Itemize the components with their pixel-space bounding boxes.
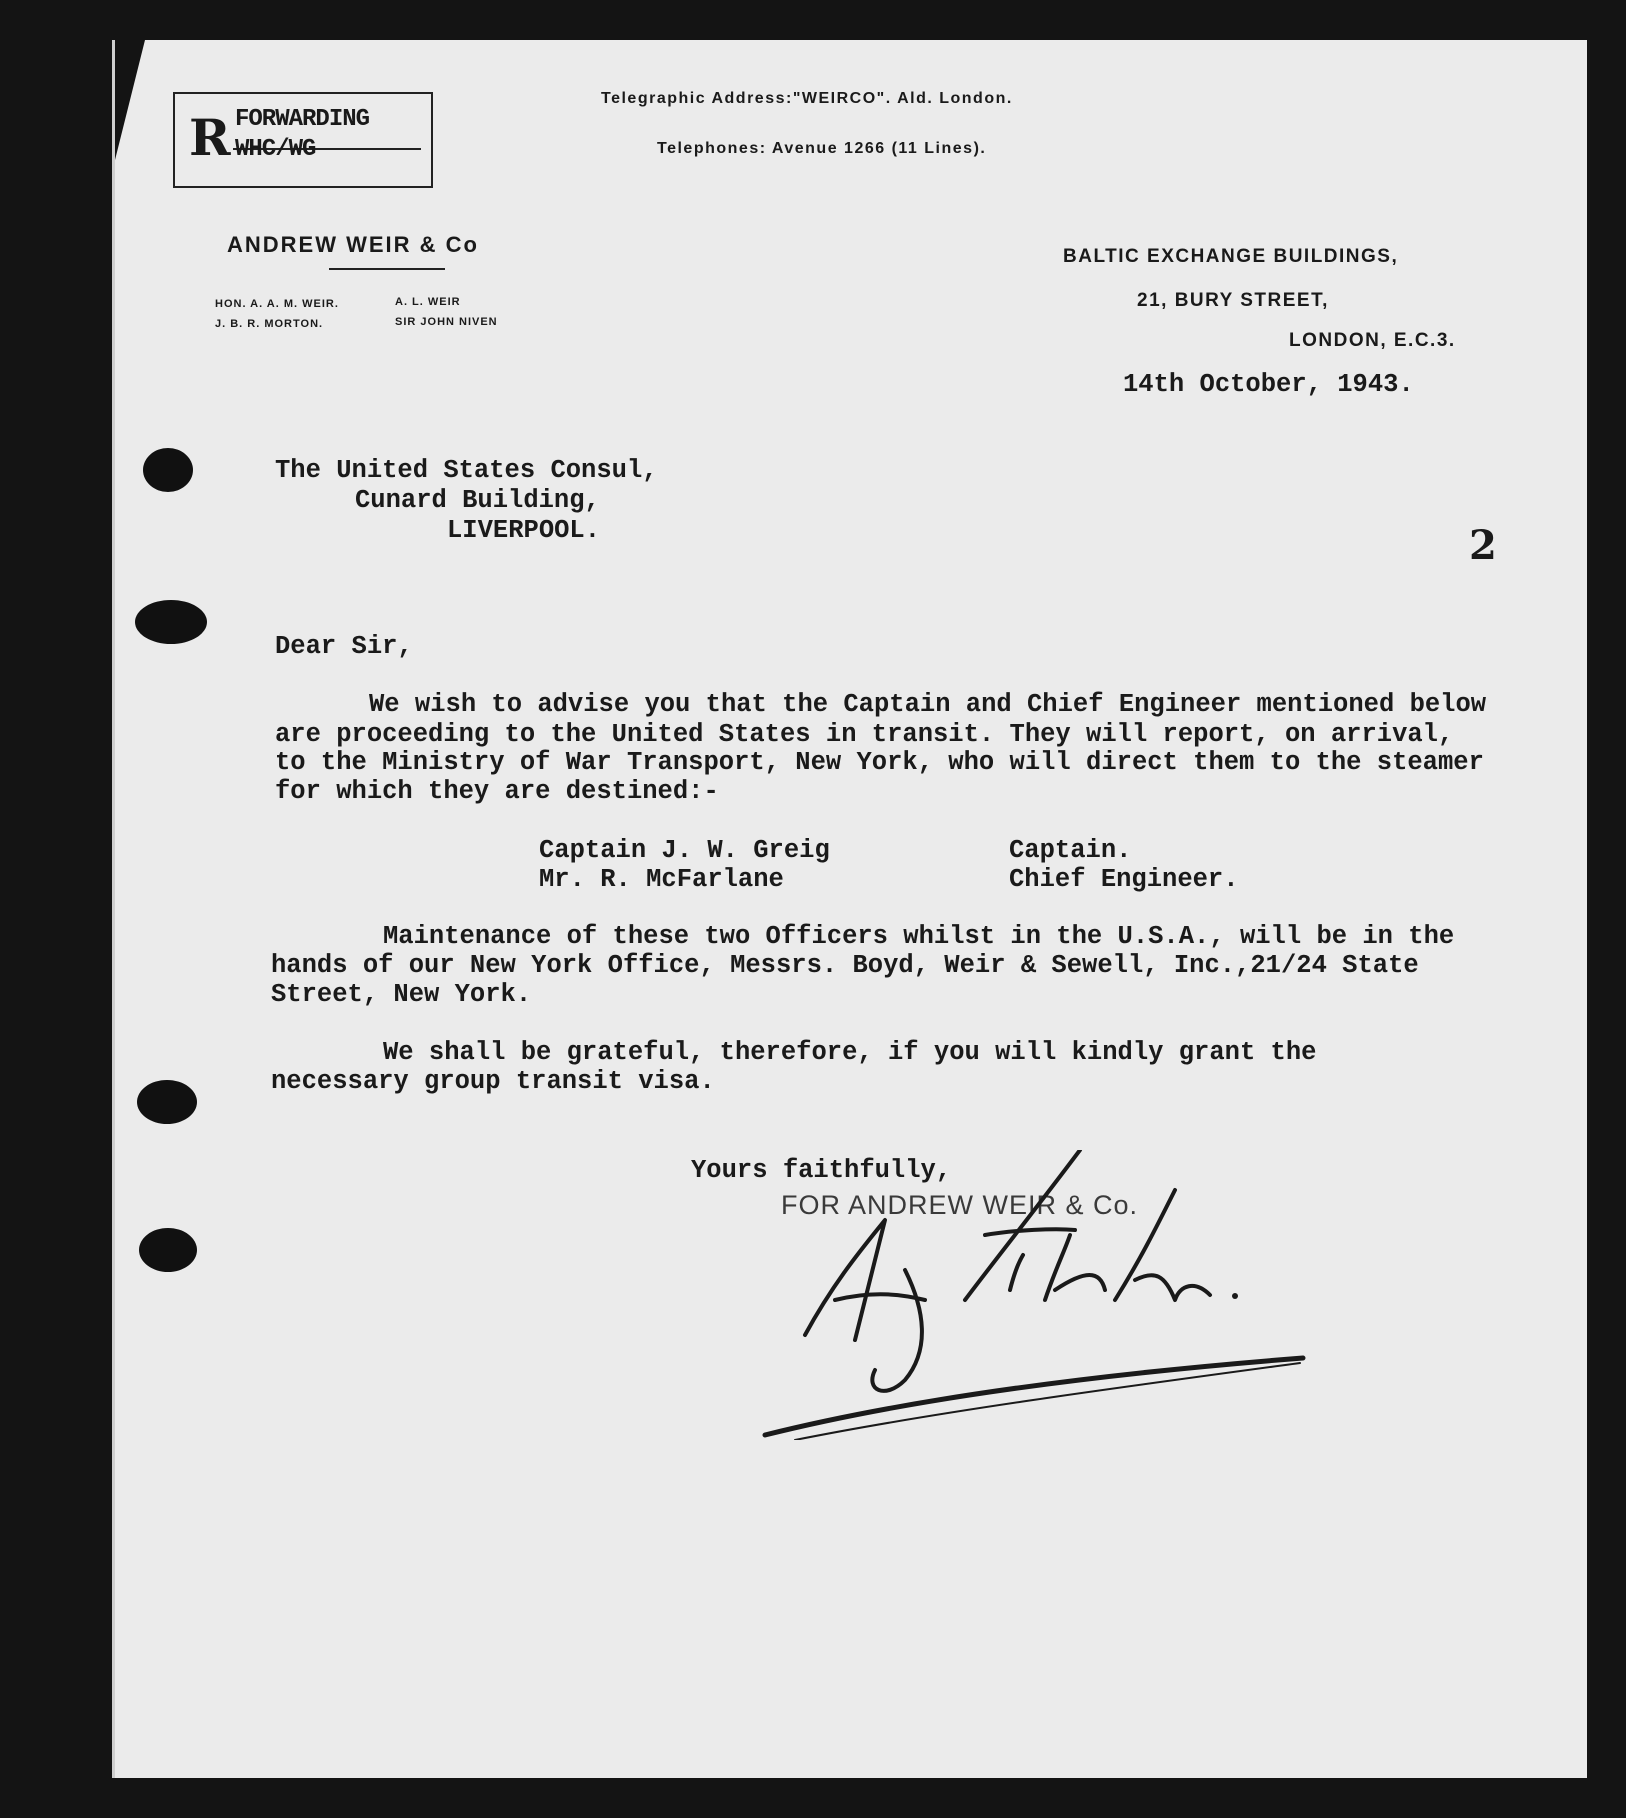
para1-line: are proceeding to the United States in transit. They will report, on arrival,: [275, 720, 1454, 749]
partner-right-2: SIR JOHN NIVEN: [395, 316, 498, 328]
punch-hole: [139, 1228, 197, 1272]
recipient-line-1: The United States Consul,: [275, 456, 658, 485]
punch-hole: [135, 600, 207, 644]
para1-line: for which they are destined:-: [275, 777, 719, 806]
punch-hole: [137, 1080, 197, 1124]
partner-right-1: A. L. WEIR: [395, 296, 461, 308]
address-line-1: BALTIC EXCHANGE BUILDINGS,: [1063, 246, 1399, 267]
telephones: Telephones: Avenue 1266 (11 Lines).: [657, 140, 987, 157]
partner-left-2: J. B. R. MORTON.: [215, 318, 324, 330]
letter-date: 14th October, 1943.: [1123, 370, 1414, 399]
stamp-letter: R: [189, 108, 231, 167]
para1-line: We wish to advise you that the Captain and Chief Engineer mentioned below: [369, 690, 1487, 719]
address-line-3: LONDON, E.C.3.: [1289, 330, 1456, 351]
punch-hole: [143, 448, 193, 492]
officer-name: Captain J. W. Greig: [539, 836, 830, 865]
address-line-2: 21, BURY STREET,: [1137, 290, 1329, 311]
closing: Yours faithfully,: [691, 1156, 952, 1185]
para2-line: hands of our New York Office, Messrs. Boyd, Weir & Sewell, Inc.,21/24 State: [271, 951, 1419, 980]
recipient-line-3: LIVERPOOL.: [447, 516, 601, 545]
stamp-line-2: WHC/WG: [235, 136, 316, 163]
para1-line: to the Ministry of War Transport, New York, who will direct them to the steamer: [275, 748, 1484, 777]
salutation: Dear Sir,: [275, 632, 413, 661]
para2-line: Maintenance of these two Officers whilst in the U.S.A., will be in the: [383, 922, 1455, 951]
para3-line: We shall be grateful, therefore, if you will kindly grant the: [383, 1038, 1317, 1067]
para3-line: necessary group transit visa.: [271, 1067, 715, 1096]
officer-name: Mr. R. McFarlane: [539, 865, 784, 894]
para2-line: Street, New York.: [271, 980, 532, 1009]
recipient-line-2: Cunard Building,: [355, 486, 600, 515]
handwritten-signature: [755, 1150, 1315, 1440]
firm-name: ANDREW WEIR & Co: [227, 232, 479, 257]
page-number: 2: [1469, 522, 1497, 569]
partner-left-1: HON. A. A. M. WEIR.: [215, 298, 339, 310]
firm-rule: [329, 268, 445, 270]
sheet-corner: [115, 40, 145, 160]
stamp-line-1: FORWARDING: [235, 106, 370, 133]
forwarding-stamp: [173, 92, 433, 188]
company-stamp: FOR ANDREW WEIR & Co.: [781, 1190, 1139, 1220]
officer-role: Chief Engineer.: [1009, 865, 1239, 894]
telegraphic-address: Telegraphic Address:"WEIRCO". Ald. London.: [601, 90, 1013, 107]
officer-role: Captain.: [1009, 836, 1132, 865]
letter-sheet: [112, 40, 1587, 1778]
